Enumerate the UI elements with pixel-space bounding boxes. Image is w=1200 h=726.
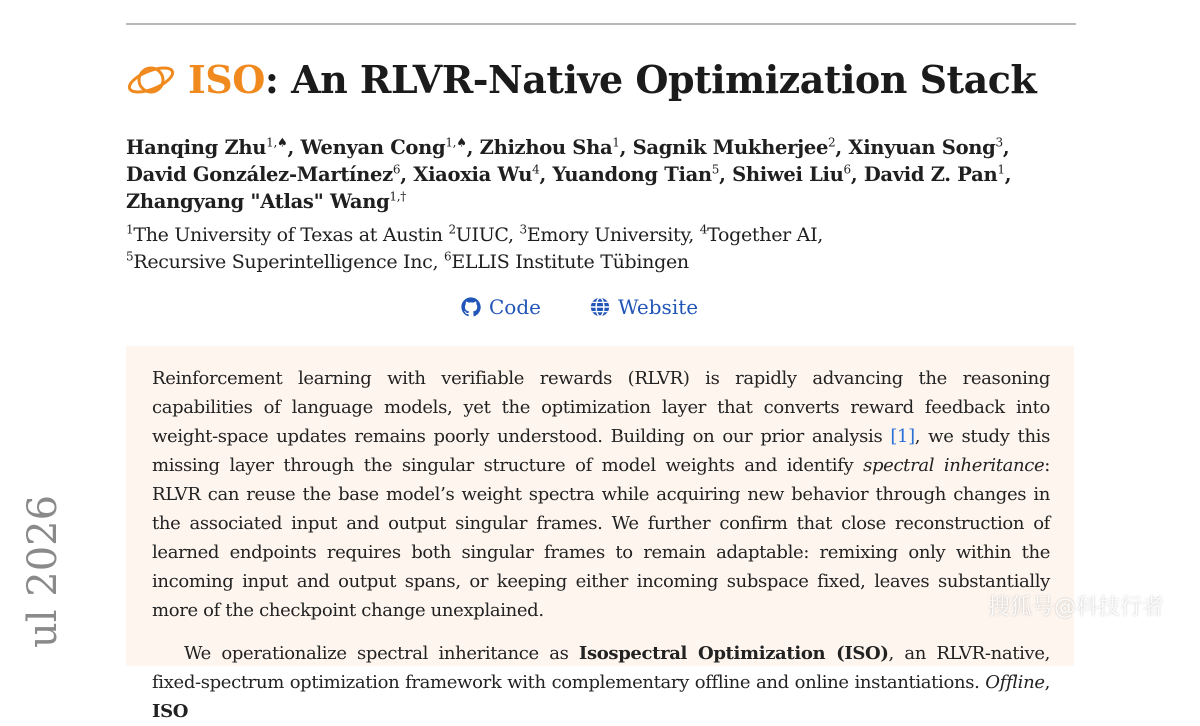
code-link[interactable] xyxy=(460,295,541,319)
author: Yuandong Tian$^5$, xyxy=(552,162,733,186)
abstract-paragraph-2: We operationalize spectral inheritance as Isospectral Optimization (ISO), an RLVR-native, fixed-spectrum optimization framework with complementary offline and online instantiations. Offline, ISO xyxy=(152,643,1050,722)
affiliation: $^4$Together AI, xyxy=(699,222,824,246)
resource-links xyxy=(460,295,698,319)
affiliation: $^3$Emory University, xyxy=(519,222,700,246)
abstract-paragraph-1: Reinforcement learning with verifiable rewards (RLVR) is rapidly advancing the reasoning capabilities of language models, yet the optimization layer that converts reward feedback into weight-space updates remains poorly understood. Building on our prior analysis [1], we study this missing layer through the singular structure of model weights and identify spectral inheritance: RLVR can reuse the base model’s weight spectra while acquiring new behavior through changes in the associated input and output singular frames. We further confirm that close reconstruction of learned endpoints requires both singular frames to remain adaptable: remixing only within the incoming input and output spans, or keeping either incoming subspace fixed, leaves substantially more of the checkpoint change unexplained. xyxy=(152,368,1050,621)
author: Sagnik Mukherjee$^2$, xyxy=(632,135,849,159)
author: David González-Martínez$^6$, xyxy=(126,162,414,186)
affiliation: $^6$ELLIS Institute Tübingen xyxy=(444,249,689,273)
top-rule xyxy=(126,23,1076,25)
arxiv-side-date: ul 2026 xyxy=(20,494,66,648)
website-link[interactable] xyxy=(589,295,698,319)
github-icon xyxy=(460,296,482,318)
citation-link[interactable]: [1] xyxy=(890,426,915,447)
author: Zhizhou Sha$^1$, xyxy=(479,135,633,159)
author: Zhangyang "Atlas" Wang$^{1,\dagger}$ xyxy=(126,189,406,213)
code-link-label: Code xyxy=(489,295,541,319)
page-title xyxy=(188,57,1036,102)
author: Xiaoxia Wu$^4$, xyxy=(413,162,553,186)
author: Shiwei Liu$^6$, xyxy=(732,162,864,186)
author: Wenyan Cong$^{1,♠}$, xyxy=(300,135,480,159)
affiliation: $^5$Recursive Superintelligence Inc, xyxy=(126,249,444,273)
author: Xinyuan Song$^3$, xyxy=(848,135,1010,159)
affiliation: $^2$UIUC, xyxy=(448,222,520,246)
affiliation: $^1$The University of Texas at Austin xyxy=(126,222,449,246)
globe-icon xyxy=(589,296,611,318)
author-list xyxy=(126,134,1066,215)
watermark: 搜狐号@科技行者 xyxy=(988,595,1165,620)
planet-logo-icon xyxy=(126,56,178,102)
author: Hanqing Zhu$^{1,♠}$, xyxy=(126,135,301,159)
title-accent: ISO xyxy=(188,56,265,102)
title-row xyxy=(126,56,1036,102)
affiliations xyxy=(126,222,1066,276)
website-link-label: Website xyxy=(617,295,699,319)
abstract-box xyxy=(126,346,1074,722)
author: David Z. Pan$^1$, xyxy=(863,162,1012,186)
title-rest: : An RLVR-Native Optimization Stack xyxy=(264,56,1037,102)
